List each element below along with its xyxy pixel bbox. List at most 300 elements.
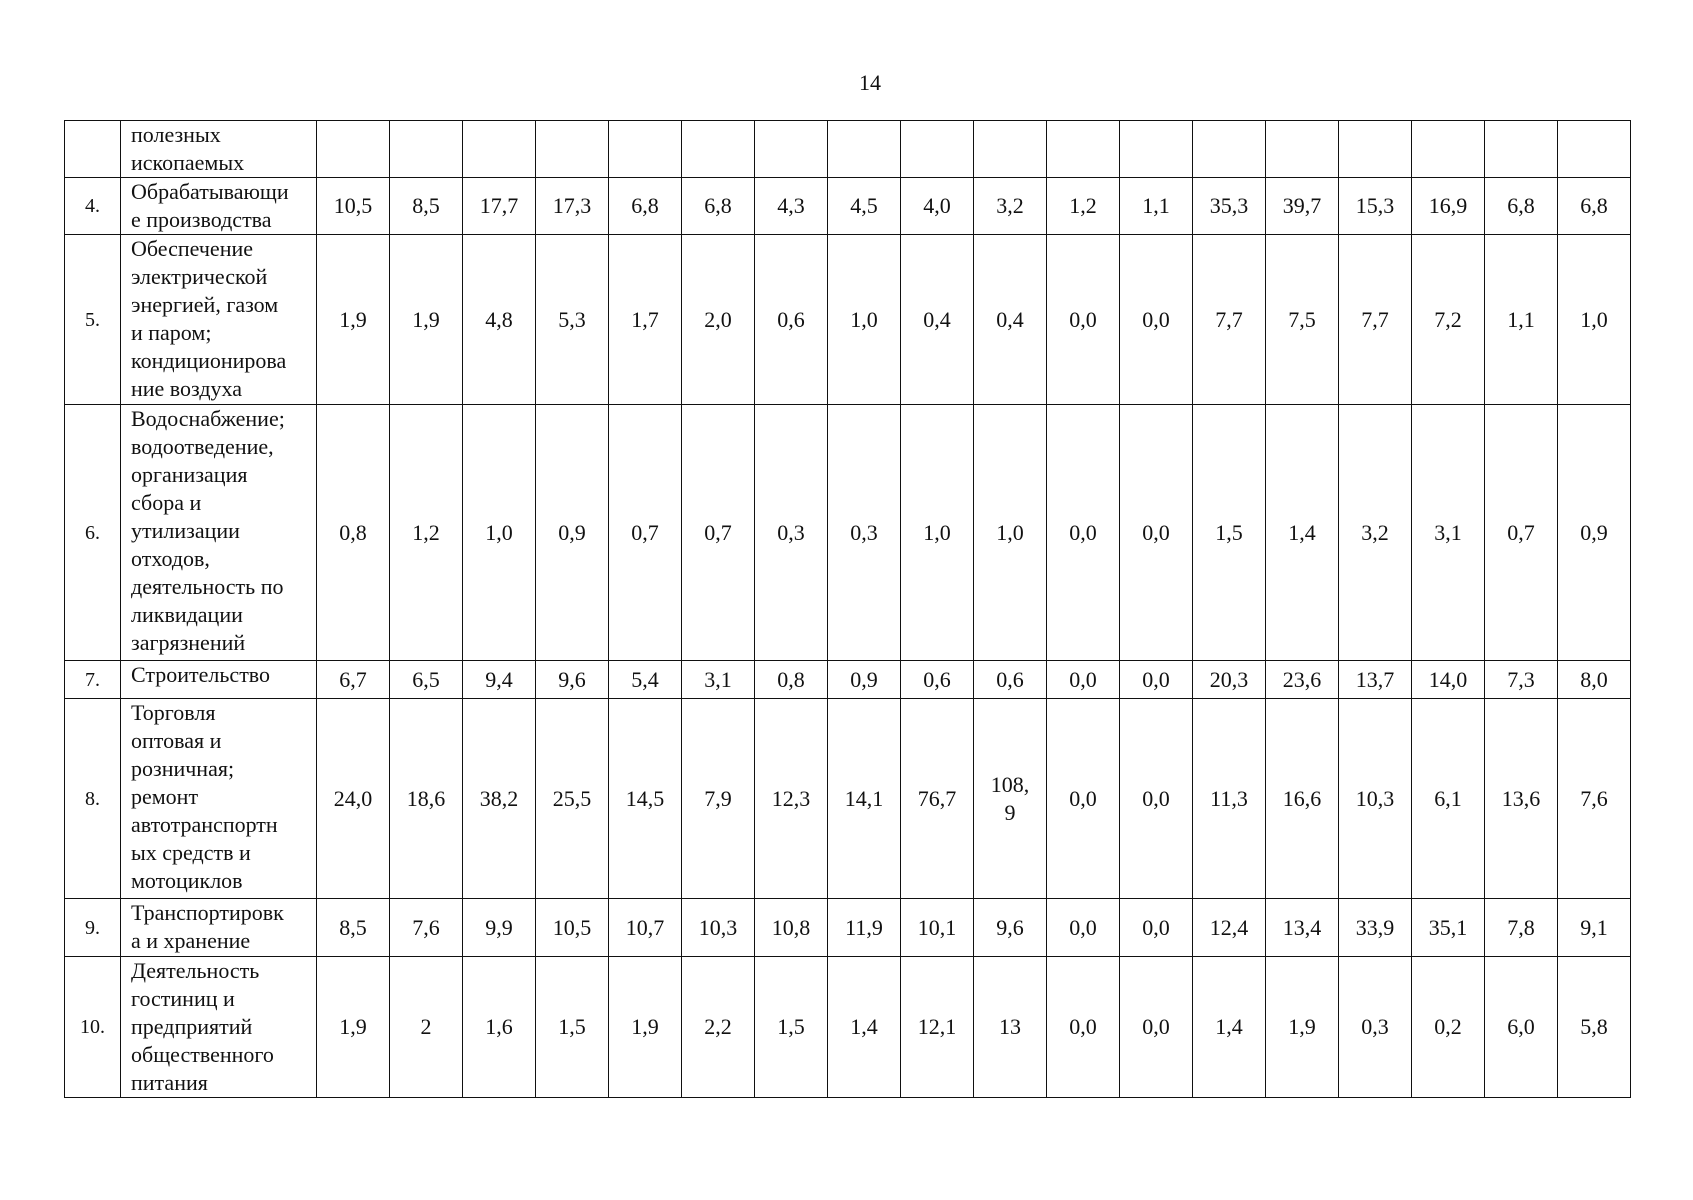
- value-cell: [828, 178, 901, 235]
- value-text: 20,3: [1209, 666, 1249, 692]
- value-cell: [1412, 661, 1485, 699]
- value-text: 0,0: [1142, 914, 1170, 940]
- value-text: 0,0: [1069, 666, 1097, 692]
- value-text: 10,3: [698, 914, 738, 940]
- value-text: 17,7: [479, 193, 519, 218]
- value-text: 1,9: [339, 306, 367, 332]
- table-row: [65, 405, 1631, 661]
- value-cell: [1120, 957, 1193, 1098]
- row-name-text: Водоснабжение; водоотведение, организация сбора и утилизации отходов, деятельность по ликвидации загрязнений: [131, 406, 285, 655]
- value-cell: [828, 405, 901, 661]
- value-text: 1,9: [1288, 1014, 1316, 1039]
- value-cell: [463, 178, 536, 235]
- value-text: 24,0: [333, 785, 373, 811]
- value-text: 6,8: [704, 193, 732, 218]
- row-number-cell: 8.: [65, 699, 121, 899]
- value-text: 0,7: [1507, 519, 1535, 545]
- row-number-cell: 4.: [65, 178, 121, 235]
- value-text: 0,9: [558, 519, 586, 545]
- row-number-cell: 5.: [65, 235, 121, 405]
- value-cell: [1266, 178, 1339, 235]
- row-name-cell: [121, 899, 317, 957]
- value-cell: [317, 121, 390, 178]
- value-cell: [828, 699, 901, 899]
- value-text: 9,6: [996, 914, 1024, 940]
- value-text: 10,3: [1355, 785, 1395, 811]
- value-cell: [974, 178, 1047, 235]
- value-cell: [536, 957, 609, 1098]
- value-text: 4,8: [485, 306, 513, 332]
- row-number-cell: 7.: [65, 661, 121, 699]
- value-text: 0,6: [996, 666, 1024, 692]
- value-text: 2,2: [704, 1014, 732, 1039]
- value-text: 0,2: [1434, 1014, 1462, 1039]
- value-cell: [755, 235, 828, 405]
- value-text: 0,0: [1069, 1014, 1097, 1039]
- value-cell: [463, 957, 536, 1098]
- value-cell: [1120, 235, 1193, 405]
- value-cell: [1047, 699, 1120, 899]
- value-cell: [901, 957, 974, 1098]
- table-row: [65, 957, 1631, 1098]
- value-text: 1,0: [996, 519, 1024, 545]
- value-text: 1,9: [412, 306, 440, 332]
- value-cell: [390, 121, 463, 178]
- value-text: 13,4: [1282, 914, 1322, 940]
- value-cell: [536, 178, 609, 235]
- value-text: 1,0: [923, 519, 951, 545]
- value-cell: [1193, 699, 1266, 899]
- value-text: 17,3: [552, 193, 592, 218]
- value-cell: [536, 661, 609, 699]
- value-text: 13,7: [1355, 666, 1395, 692]
- value-cell: [1120, 121, 1193, 178]
- value-text: 14,0: [1428, 666, 1468, 692]
- data-table: [64, 120, 1631, 1098]
- value-cell: [1047, 899, 1120, 957]
- value-text: 0,7: [704, 519, 732, 545]
- value-text: 1,4: [1288, 519, 1316, 545]
- value-cell: [974, 661, 1047, 699]
- value-cell: [755, 405, 828, 661]
- row-name-cell: [121, 661, 317, 699]
- value-cell: [1193, 121, 1266, 178]
- value-text: 10,5: [552, 914, 592, 940]
- value-text: 7,3: [1507, 666, 1535, 692]
- value-cell: [463, 235, 536, 405]
- row-name-cell: [121, 178, 317, 235]
- value-cell: [609, 178, 682, 235]
- value-text: 8,0: [1580, 666, 1608, 692]
- value-cell: [609, 121, 682, 178]
- value-cell: [317, 405, 390, 661]
- value-cell: [1047, 957, 1120, 1098]
- value-cell: [317, 661, 390, 699]
- value-cell: [1485, 899, 1558, 957]
- value-text: 1,6: [485, 1014, 513, 1039]
- value-text: 5,3: [558, 306, 586, 332]
- value-text: 7,6: [412, 914, 440, 940]
- value-cell: [1558, 178, 1631, 235]
- value-text: 6,1: [1434, 785, 1462, 811]
- value-text: 9,9: [485, 914, 513, 940]
- value-text: 0,0: [1069, 519, 1097, 545]
- value-cell: [317, 899, 390, 957]
- value-text: 4,0: [923, 193, 951, 218]
- value-cell: [1193, 235, 1266, 405]
- value-cell: [1339, 121, 1412, 178]
- value-text: 0,7: [631, 519, 659, 545]
- value-text: 4,3: [777, 193, 805, 218]
- value-cell: [755, 661, 828, 699]
- value-text: 23,6: [1282, 666, 1322, 692]
- value-cell: [755, 899, 828, 957]
- value-text: 13: [999, 1014, 1021, 1039]
- value-text: 0,4: [996, 306, 1024, 332]
- value-text: 1,1: [1142, 193, 1170, 218]
- value-text: 1,2: [1069, 193, 1097, 218]
- value-cell: [390, 405, 463, 661]
- value-cell: [1558, 957, 1631, 1098]
- value-cell: [974, 405, 1047, 661]
- value-cell: [1339, 957, 1412, 1098]
- value-cell: [755, 699, 828, 899]
- value-cell: [463, 405, 536, 661]
- value-text: 108, 9: [990, 771, 1030, 825]
- value-cell: [609, 405, 682, 661]
- row-name-cell: [121, 699, 317, 899]
- value-cell: [1120, 405, 1193, 661]
- value-cell: [1558, 699, 1631, 899]
- value-cell: [901, 121, 974, 178]
- value-text: 0,0: [1142, 306, 1170, 332]
- value-cell: [609, 661, 682, 699]
- value-cell: [609, 235, 682, 405]
- value-cell: [463, 121, 536, 178]
- value-text: 14,1: [844, 785, 884, 811]
- value-text: 0,0: [1069, 785, 1097, 811]
- value-text: 2,0: [704, 306, 732, 332]
- value-text: 0,0: [1069, 306, 1097, 332]
- value-cell: [1412, 235, 1485, 405]
- value-text: 25,5: [552, 785, 592, 811]
- value-cell: [1412, 957, 1485, 1098]
- value-cell: [536, 405, 609, 661]
- value-text: 16,6: [1282, 785, 1322, 811]
- value-text: 1,5: [1215, 519, 1243, 545]
- table-row: [65, 899, 1631, 957]
- value-text: 6,8: [1507, 193, 1535, 218]
- value-cell: [1412, 121, 1485, 178]
- row-number-cell: 10.: [65, 957, 121, 1098]
- value-cell: [390, 661, 463, 699]
- value-text: 1,0: [485, 519, 513, 545]
- table-row: [65, 121, 1631, 178]
- value-cell: [974, 899, 1047, 957]
- value-cell: [609, 699, 682, 899]
- value-cell: [1266, 957, 1339, 1098]
- value-cell: [901, 661, 974, 699]
- value-text: 13,6: [1501, 785, 1541, 811]
- value-cell: [1339, 899, 1412, 957]
- value-text: 6,8: [1580, 193, 1608, 218]
- value-text: 6,7: [339, 666, 367, 692]
- value-text: 10,1: [917, 914, 957, 940]
- value-text: 1,5: [558, 1014, 586, 1039]
- value-cell: [1120, 699, 1193, 899]
- value-text: 11,3: [1210, 785, 1248, 811]
- value-text: 1,9: [339, 1014, 367, 1039]
- value-cell: [974, 121, 1047, 178]
- row-name-cell: [121, 235, 317, 405]
- value-text: 10,7: [625, 914, 665, 940]
- value-cell: [1047, 661, 1120, 699]
- value-cell: [1412, 699, 1485, 899]
- value-cell: [1485, 235, 1558, 405]
- value-cell: [536, 899, 609, 957]
- value-cell: [1047, 178, 1120, 235]
- value-cell: [390, 178, 463, 235]
- value-text: 12,1: [917, 1014, 957, 1039]
- value-cell: [974, 699, 1047, 899]
- value-text: 8,5: [339, 914, 367, 940]
- value-text: 7,5: [1288, 306, 1316, 332]
- value-text: 2: [420, 1014, 432, 1039]
- value-text: 1,2: [412, 519, 440, 545]
- value-text: 0,8: [777, 666, 805, 692]
- value-cell: [1485, 405, 1558, 661]
- value-cell: [536, 121, 609, 178]
- row-name-text: Строительство: [131, 662, 271, 687]
- row-number-cell: 9.: [65, 899, 121, 957]
- value-text: 39,7: [1282, 193, 1322, 218]
- value-text: 1,4: [850, 1014, 878, 1039]
- value-text: 7,7: [1215, 306, 1243, 332]
- value-cell: [1266, 235, 1339, 405]
- value-cell: [974, 957, 1047, 1098]
- table-row: [65, 235, 1631, 405]
- value-text: 16,9: [1428, 193, 1468, 218]
- row-name-cell: [121, 121, 317, 178]
- value-text: 9,1: [1580, 914, 1608, 940]
- value-cell: [1193, 405, 1266, 661]
- value-text: 7,6: [1580, 785, 1608, 811]
- value-cell: [1412, 178, 1485, 235]
- row-number-cell: 6.: [65, 405, 121, 661]
- value-text: 9,6: [558, 666, 586, 692]
- table-row: [65, 178, 1631, 235]
- value-text: 1,9: [631, 1014, 659, 1039]
- row-name-text: Обрабатывающи е производства: [131, 179, 289, 232]
- value-cell: [682, 121, 755, 178]
- value-cell: [755, 121, 828, 178]
- value-cell: [1339, 235, 1412, 405]
- value-text: 0,3: [850, 519, 878, 545]
- value-cell: [828, 899, 901, 957]
- value-text: 7,8: [1507, 914, 1535, 940]
- value-text: 0,0: [1142, 519, 1170, 545]
- value-cell: [1047, 405, 1120, 661]
- value-text: 12,3: [771, 785, 811, 811]
- value-text: 0,6: [923, 666, 951, 692]
- value-cell: [1485, 699, 1558, 899]
- value-cell: [536, 699, 609, 899]
- value-cell: [828, 121, 901, 178]
- row-name-text: полезных ископаемых: [131, 122, 245, 175]
- value-text: 1,5: [777, 1014, 805, 1039]
- value-cell: [1266, 661, 1339, 699]
- value-cell: [1193, 899, 1266, 957]
- value-cell: [317, 699, 390, 899]
- value-text: 0,0: [1142, 1014, 1170, 1039]
- table-row: [65, 661, 1631, 699]
- value-cell: [390, 899, 463, 957]
- value-cell: [682, 235, 755, 405]
- value-text: 38,2: [479, 785, 519, 811]
- row-name-cell: [121, 405, 317, 661]
- value-text: 5,8: [1580, 1014, 1608, 1039]
- value-cell: [1339, 699, 1412, 899]
- value-cell: [828, 661, 901, 699]
- value-cell: [609, 899, 682, 957]
- value-cell: [1266, 121, 1339, 178]
- row-name-text: Обеспечение электрической энергией, газом и паром; кондиционирова ние воздуха: [131, 236, 287, 401]
- value-text: 3,1: [1434, 519, 1462, 545]
- value-text: 7,9: [704, 785, 732, 811]
- value-cell: [682, 699, 755, 899]
- value-text: 7,2: [1434, 306, 1462, 332]
- value-text: 10,8: [771, 914, 811, 940]
- value-cell: [755, 957, 828, 1098]
- value-text: 35,1: [1428, 914, 1468, 940]
- value-text: 15,3: [1355, 193, 1395, 218]
- value-cell: [1193, 661, 1266, 699]
- value-text: 5,4: [631, 666, 659, 692]
- value-cell: [390, 957, 463, 1098]
- value-cell: [974, 235, 1047, 405]
- value-text: 11,9: [845, 914, 883, 940]
- value-cell: [1047, 121, 1120, 178]
- page-number: 14: [859, 70, 881, 95]
- value-cell: [682, 957, 755, 1098]
- value-cell: [682, 899, 755, 957]
- value-cell: [1047, 235, 1120, 405]
- value-cell: [1558, 899, 1631, 957]
- value-cell: [1558, 121, 1631, 178]
- value-cell: [463, 661, 536, 699]
- value-cell: [755, 178, 828, 235]
- value-cell: [536, 235, 609, 405]
- value-text: 9,4: [485, 666, 513, 692]
- value-text: 0,8: [339, 519, 367, 545]
- value-text: 0,0: [1142, 666, 1170, 692]
- value-text: 0,3: [777, 519, 805, 545]
- value-cell: [1485, 178, 1558, 235]
- value-text: 0,3: [1361, 1014, 1389, 1039]
- value-cell: [1485, 957, 1558, 1098]
- value-cell: [1266, 699, 1339, 899]
- value-cell: [1120, 661, 1193, 699]
- value-text: 1,7: [631, 306, 659, 332]
- row-name-text: Транспортировк а и хранение: [131, 900, 284, 953]
- value-cell: [317, 178, 390, 235]
- value-text: 1,4: [1215, 1014, 1243, 1039]
- value-cell: [609, 957, 682, 1098]
- value-text: 3,1: [704, 666, 732, 692]
- value-cell: [317, 235, 390, 405]
- value-cell: [682, 178, 755, 235]
- value-cell: [1193, 178, 1266, 235]
- value-text: 10,5: [333, 193, 373, 218]
- value-cell: [828, 235, 901, 405]
- value-text: 0,0: [1069, 914, 1097, 940]
- value-text: 0,4: [923, 306, 951, 332]
- table-row: [65, 699, 1631, 899]
- value-text: 14,5: [625, 785, 665, 811]
- value-text: 3,2: [996, 193, 1024, 218]
- row-number-cell: [65, 121, 121, 178]
- value-cell: [463, 699, 536, 899]
- value-cell: [390, 699, 463, 899]
- value-text: 0,0: [1142, 785, 1170, 811]
- value-cell: [1558, 235, 1631, 405]
- value-text: 6,5: [412, 666, 440, 692]
- value-cell: [901, 235, 974, 405]
- row-name-cell: [121, 957, 317, 1098]
- value-cell: [390, 235, 463, 405]
- value-text: 35,3: [1209, 193, 1249, 218]
- value-cell: [901, 899, 974, 957]
- value-cell: [1120, 899, 1193, 957]
- value-cell: [901, 699, 974, 899]
- value-text: 1,0: [850, 306, 878, 332]
- value-cell: [828, 957, 901, 1098]
- row-name-text: Торговля оптовая и розничная; ремонт автотранспортн ых средств и мотоциклов: [131, 700, 278, 893]
- value-cell: [1339, 405, 1412, 661]
- value-cell: [1412, 405, 1485, 661]
- value-text: 0,9: [850, 666, 878, 692]
- value-cell: [317, 957, 390, 1098]
- value-cell: [1339, 178, 1412, 235]
- value-text: 1,0: [1580, 306, 1608, 332]
- value-cell: [1266, 405, 1339, 661]
- value-cell: [1412, 899, 1485, 957]
- value-cell: [1558, 661, 1631, 699]
- value-text: 76,7: [917, 785, 957, 811]
- value-text: 3,2: [1361, 519, 1389, 545]
- value-text: 33,9: [1355, 914, 1395, 940]
- value-cell: [1558, 405, 1631, 661]
- value-text: 18,6: [406, 785, 446, 811]
- value-text: 6,0: [1507, 1014, 1535, 1039]
- row-name-text: Деятельность гостиниц и предприятий общественного питания: [131, 958, 274, 1095]
- value-text: 1,1: [1507, 306, 1535, 332]
- value-text: 6,8: [631, 193, 659, 218]
- value-cell: [682, 405, 755, 661]
- value-text: 0,6: [777, 306, 805, 332]
- value-text: 0,9: [1580, 519, 1608, 545]
- value-text: 4,5: [850, 193, 878, 218]
- value-cell: [682, 661, 755, 699]
- value-text: 7,7: [1361, 306, 1389, 332]
- value-text: 12,4: [1209, 914, 1249, 940]
- value-cell: [901, 178, 974, 235]
- value-cell: [1193, 957, 1266, 1098]
- value-cell: [1485, 121, 1558, 178]
- value-cell: [1339, 661, 1412, 699]
- value-cell: [1485, 661, 1558, 699]
- value-cell: [901, 405, 974, 661]
